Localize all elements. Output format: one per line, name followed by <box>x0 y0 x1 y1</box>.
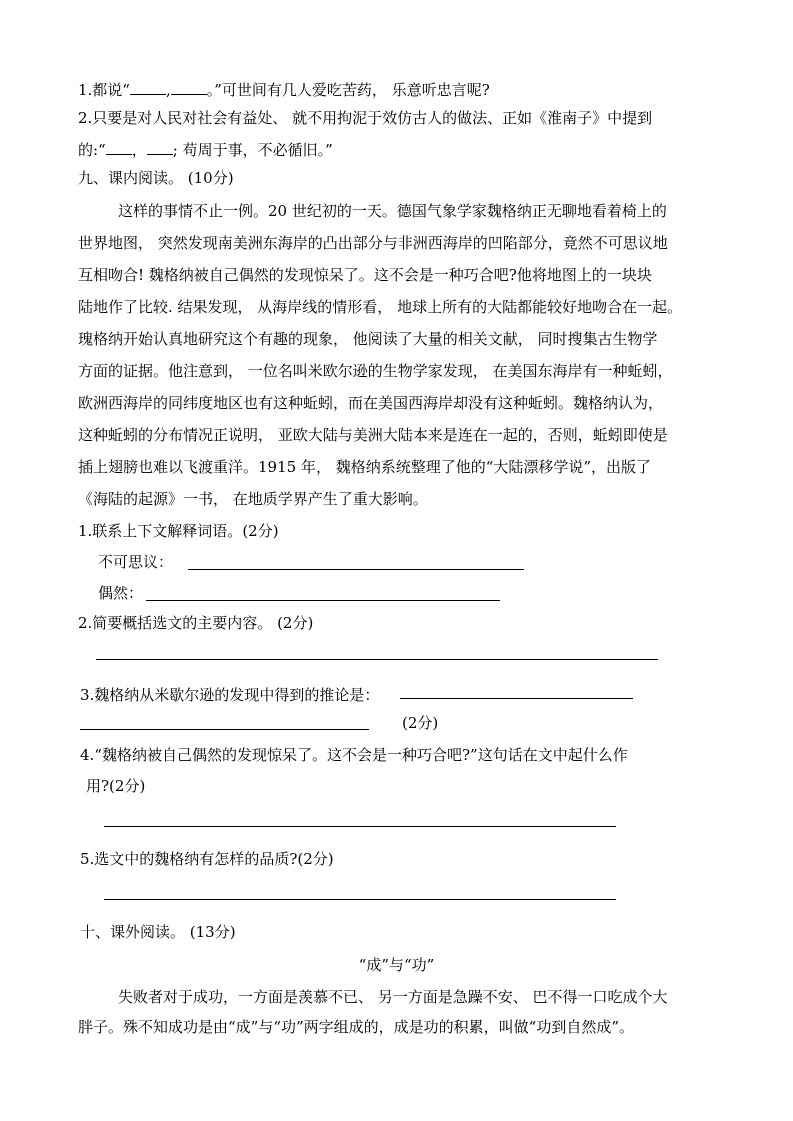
answer-line[interactable] <box>80 729 369 730</box>
passage-line: 方面的证据。他注意到， 一位名叫米欧尔逊的生物学家发现， 在美国东海岸有一种蚯蚓， <box>78 362 673 380</box>
answer-line[interactable] <box>146 600 500 601</box>
q9-1-title: 1.联系上下文解释词语。(2分) <box>78 522 279 540</box>
section-10-heading: 十、课外阅读。 (13分) <box>80 923 236 941</box>
q9-3-title: 3.魏格纳从米歇尔逊的发现中得到的推论是： <box>80 686 380 704</box>
passage-line: 欧洲西海岸的同纬度地区也有这种蚯蚓，而在美国西海岸却没有这种蚯蚓。魏格纳认为， <box>78 394 664 412</box>
q9-2-title: 2.简要概括选文的主要内容。 (2分) <box>78 614 314 632</box>
passage-line: 这种蚯蚓的分布情况正说明， 亚欧大陆与美洲大陆本来是连在一起的，否则，蚯蚓即使是 <box>78 426 668 444</box>
passage-line: 陆地作了比较. 结果发现， 从海岸线的情形看， 地球上所有的大陆都能较好地吻合在一起。 <box>78 298 683 316</box>
passage-line: 互相吻合! 魏格纳被自己偶然的发现惊呆了。这不会是一种巧合吧?他将地图上的一块块 <box>78 266 652 284</box>
answer-line[interactable] <box>96 659 658 660</box>
answer-line[interactable] <box>188 569 524 570</box>
section-9-heading: 九、课内阅读。 (10分) <box>78 169 234 187</box>
passage-line: 插上翅膀也难以飞渡重洋。1915 年， 魏格纳系统整理了他的“大陆漂移学说”，出版了 <box>78 458 652 476</box>
q9-4-line1: 4.“魏格纳被自己偶然的发现惊呆了。这不会是一种巧合吧?”这句话在文中起什么作 <box>80 746 628 764</box>
blank[interactable] <box>130 78 166 95</box>
blank[interactable] <box>171 78 207 95</box>
passage-line: 《海陆的起源》一书， 在地质学界产生了重大影响。 <box>78 490 428 508</box>
fill-question-2-line1: 2.只要是对人民对社会有益处、 就不用拘泥于效仿古人的做法、正如《淮南子》中提到 <box>78 109 653 127</box>
blank[interactable] <box>147 138 173 155</box>
answer-line[interactable] <box>400 698 633 699</box>
blank[interactable] <box>106 138 132 155</box>
passage-line: 这样的事情不止一例。20 世纪初的一天。德国气象学家魏格纳正无聊地看着椅上的 <box>118 202 667 220</box>
answer-line[interactable] <box>104 899 616 900</box>
answer-line[interactable] <box>104 826 616 827</box>
q9-1-word2: 偶然： <box>98 584 144 602</box>
essay-line: 失败者对于成功，一方面是羡慕不已、 另一方面是急躁不安、 巴不得一口吃成个大 <box>118 988 668 1006</box>
q9-3-score: (2分) <box>402 714 439 732</box>
q9-4-line2: 用?(2分) <box>86 777 146 795</box>
fill-question-1: 1.都说“ , 。”可世间有几人爱吃苦药， 乐意听忠言呢? <box>78 78 490 100</box>
fill-question-2-line2: 的:“ ， ; 苟周于事，不必循旧。” <box>78 138 333 160</box>
q9-1-word1: 不可思议： <box>98 553 174 571</box>
passage-line: 瑰格纳开始认真地研究这个有趣的现象， 他阅读了大量的相关文献， 同时搜集古生物学 <box>78 330 658 348</box>
essay-line: 胖子。殊不知成功是由“成”与“功”两字组成的，成是功的积累，叫做“功到自然成”。 <box>78 1018 635 1036</box>
passage-line: 世界地图， 突然发现南美洲东海岸的凸出部分与非洲西海岸的凹陷部分，竟然不可思议地 <box>78 234 668 252</box>
q9-5-title: 5.选文中的魏格纳有怎样的品质?(2分) <box>80 850 334 868</box>
essay-title: “成”与“功” <box>358 956 435 974</box>
